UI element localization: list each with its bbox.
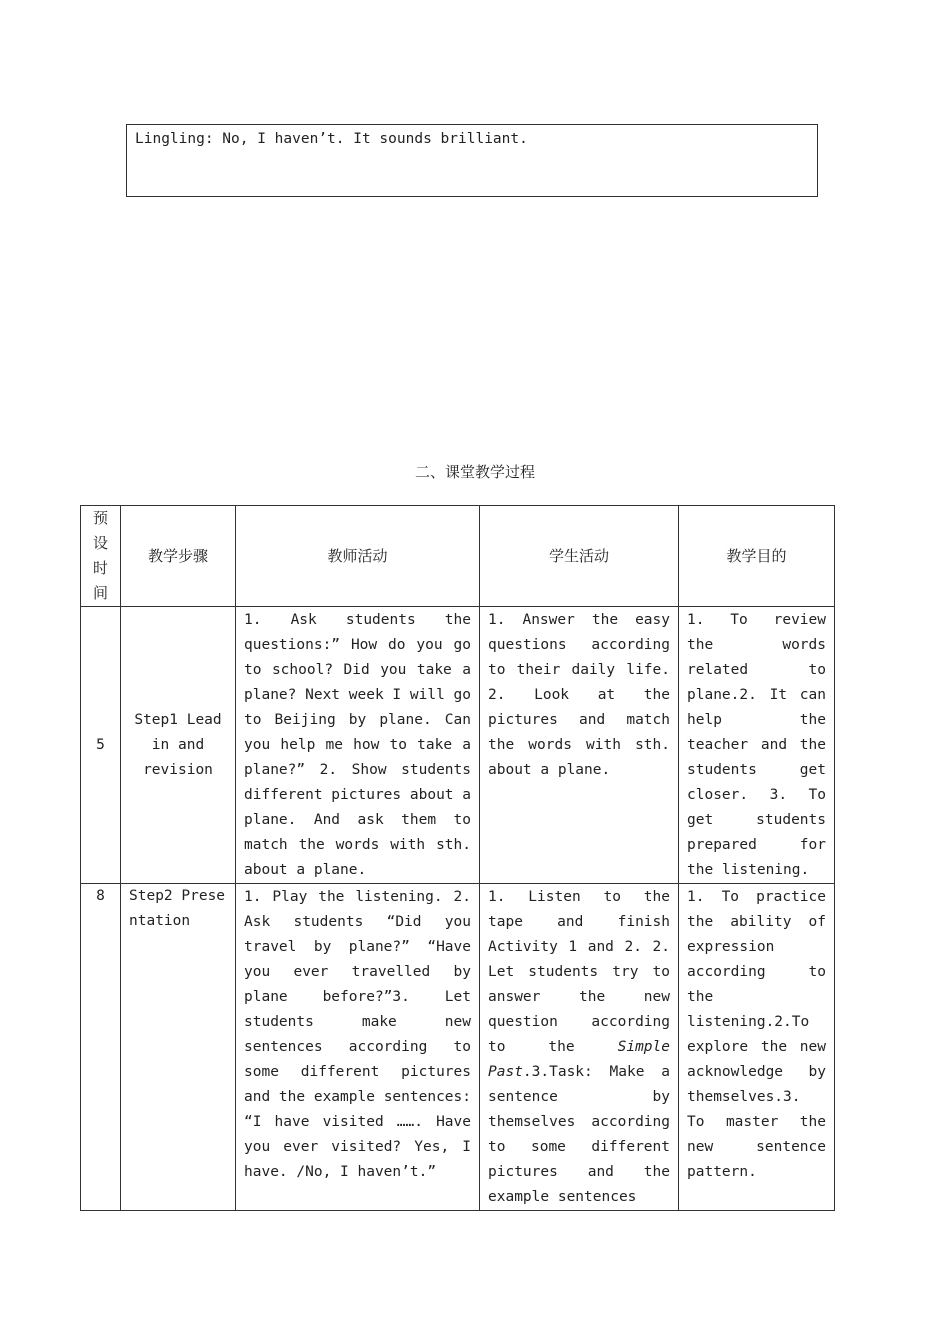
table-header-row: [81, 506, 835, 607]
lesson-plan-table: [80, 505, 835, 1211]
section-title: 二、课堂教学过程: [414, 463, 535, 481]
header-step: 教学步骤: [121, 506, 236, 607]
dialog-box: [126, 124, 818, 197]
student-text-part1: 1. Listen to the tape and finish Activity 1 and 2. 2. Let students try to answer the new question according to the: [488, 889, 670, 1055]
table-row: [81, 884, 835, 1211]
header-student: 学生活动: [480, 506, 679, 607]
student-text-part2: .3.Task: Make a sentence by themselves according to some different pictures and the example sentences: [488, 1064, 670, 1205]
cell-teacher-activity: 1. Ask students the questions:” How do you go to school? Did you take a plane? Next week I will go to Beijing by plane. Can you help me how to take a plane?” 2. Show students different pictures about a plane. And ask them to match the words with sth. about a plane.: [236, 607, 480, 884]
cell-time: 8: [81, 884, 121, 1211]
cell-step: Step1 Lead in and revision: [121, 607, 236, 884]
header-purpose: 教学目的: [679, 506, 835, 607]
cell-purpose: 1. To practice the ability of expression according to the listening.2.To explore the new acknowledge by themselves.3. To master the new sentence pattern.: [679, 884, 835, 1211]
cell-teacher-activity: 1. Play the listening. 2. Ask students “Did you travel by plane?” “Have you ever travelled by plane before?”3. Let students make new sentences according to some different pictures and the example sentences: “I have visited ……. Have you ever visited? Yes, I have. /No, I haven’t.”: [236, 884, 480, 1211]
cell-time: 5: [81, 607, 121, 884]
header-time: 预设时间: [81, 506, 121, 607]
cell-student-activity: [480, 884, 679, 1211]
cell-purpose: 1. To review the words related to plane.2. It can help the teacher and the students get closer. 3. To get students prepared for the listening.: [679, 607, 835, 884]
dialog-text: Lingling: No, I haven’t. It sounds brilliant.: [135, 131, 528, 147]
header-teacher: 教师活动: [236, 506, 480, 607]
cell-student-activity: 1. Answer the easy questions according to their daily life. 2. Look at the pictures and match the words with sth. about a plane.: [480, 607, 679, 884]
table-row: [81, 607, 835, 884]
student-text-italic: Simple Past: [488, 1039, 670, 1080]
cell-step: Step2 Presentation: [121, 884, 236, 1211]
